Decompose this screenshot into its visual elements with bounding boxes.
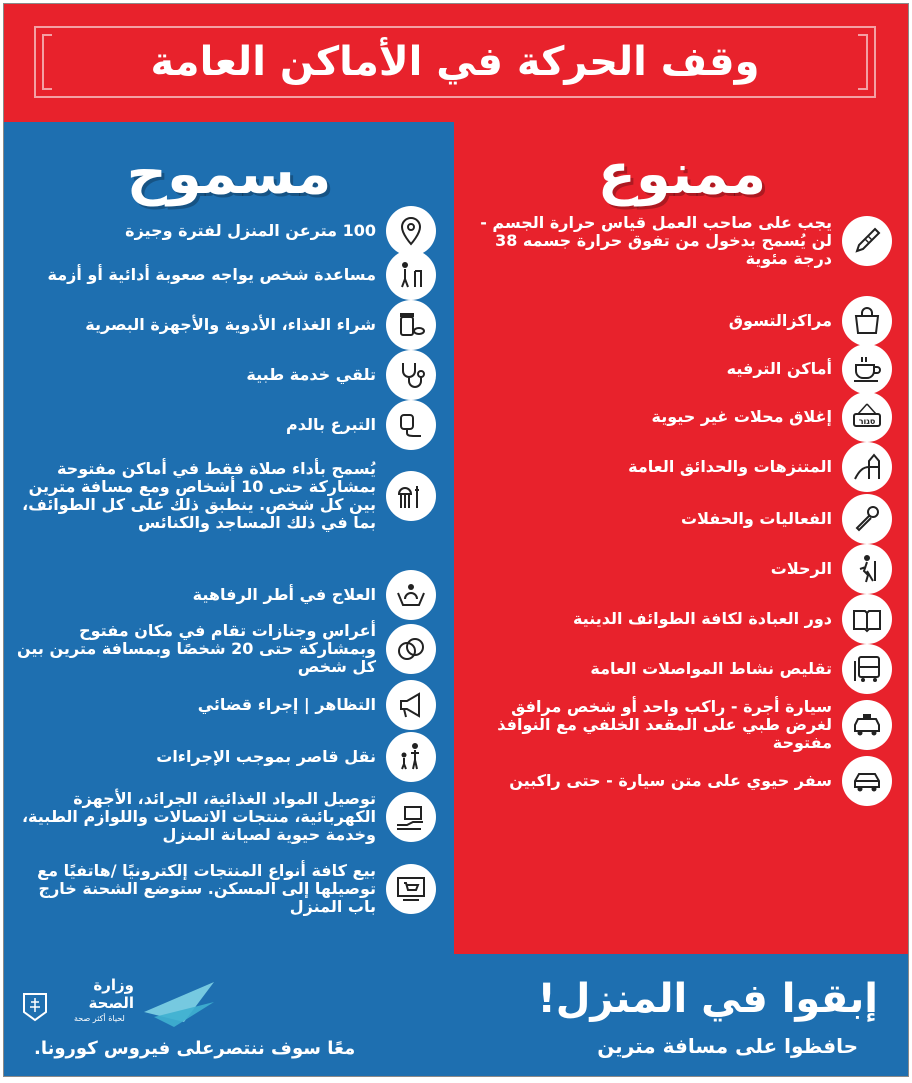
allowed-item-text: أعراس وجنازات تقام في مكان مفتوح وبمشاركة حتى 20 شخصًا وبمسافة مترين بين كل شخص — [16, 621, 376, 676]
banned-item-text: يجب على صاحب العمل قياس حرارة الجسم - لن يُسمح بدخول من تفوق حرارة جسمه 38 درجة مئوية — [480, 213, 832, 268]
banned-item — [470, 594, 892, 644]
medicine-icon — [386, 300, 436, 350]
allowed-item — [16, 300, 436, 350]
banned-item-text: تقليص نشاط المواصلات العامة — [590, 659, 832, 678]
allowed-item — [16, 680, 436, 730]
svg-text:סגור: סגור — [858, 417, 876, 426]
allowed-item-text: شراء الغذاء، الأدوية والأجهزة البصرية — [85, 315, 376, 334]
allowed-item-text: توصيل المواد الغذائية، الجرائد، الأجهزة الكهربائية، منتجات الاتصالات واللوازم الطبية، وخدمة حيوية لصيانة المنزل — [21, 789, 376, 844]
stay-home-slogan: إبقوا في المنزل! — [537, 976, 878, 1022]
allowed-item — [16, 622, 436, 676]
shopping-bag-icon — [842, 296, 892, 346]
title-frame — [34, 26, 876, 98]
banned-heading: ممنوع — [597, 142, 767, 207]
banned-item — [470, 494, 892, 544]
child-adult-icon — [386, 732, 436, 782]
map-pin-icon — [386, 206, 436, 256]
coffee-cup-icon — [842, 344, 892, 394]
banned-item — [470, 344, 892, 394]
banned-item-text: الرحلات — [770, 559, 832, 578]
banned-item-text: دور العبادة لكافة الطوائف الدينية — [572, 609, 832, 628]
allowed-column — [4, 122, 454, 954]
banned-item — [470, 698, 892, 752]
banned-item — [470, 392, 892, 442]
megaphone-icon — [386, 680, 436, 730]
banned-item-text: مراكزالتسوق — [728, 311, 832, 330]
banned-item — [470, 296, 892, 346]
walker-assist-icon — [386, 250, 436, 300]
closed-sign-icon — [842, 392, 892, 442]
microphone-icon — [842, 494, 892, 544]
allowed-item-text: مساعدة شخص يواجه صعوبة أدائية أو أزمة — [47, 265, 376, 284]
blood-bag-icon — [386, 400, 436, 450]
allowed-item — [16, 206, 436, 256]
stethoscope-icon — [386, 350, 436, 400]
ministry-name: وزارة الصحة — [88, 976, 134, 1012]
delivery-box-icon — [386, 792, 436, 842]
thermometer-icon — [842, 216, 892, 266]
allowed-item — [16, 790, 436, 844]
title-bar — [4, 4, 908, 122]
banned-item — [470, 214, 892, 268]
banned-item — [470, 644, 892, 694]
allowed-item — [16, 862, 436, 916]
together-slogan: معًا سوف ننتصرعلى فيروس كورونا. — [34, 1038, 356, 1059]
rings-icon — [386, 624, 436, 674]
car-icon — [842, 756, 892, 806]
banned-item-text: سفر حيوي على متن سيارة - حتى راكبين — [509, 771, 832, 790]
banned-item-text: المتنزهات والحدائق العامة — [628, 457, 832, 476]
allowed-item-text: تلقي خدمة طبية — [246, 365, 376, 384]
banned-item — [470, 756, 892, 806]
banned-item-text: إغلاق محلات غير حيوية — [651, 407, 832, 426]
allowed-item-text: بيع كافة أنواع المنتجات إلكترونيًا /هاتفيًا مع توصيلها إلى المسكن. ستوضع الشحنة خارج باب المنزل — [37, 861, 376, 916]
banned-item — [470, 442, 892, 492]
allowed-item — [16, 250, 436, 300]
taxi-icon — [842, 700, 892, 750]
state-emblem-icon — [22, 992, 48, 1022]
allowed-item — [16, 350, 436, 400]
allowed-item — [16, 400, 436, 450]
book-icon — [842, 594, 892, 644]
banned-item-text: الفعاليات والحفلات — [681, 509, 832, 528]
banned-item-text: سيارة أجرة - راكب واحد أو شخص مرافق لغرض طبي على المقعد الخلفي مع النوافذ مفتوحة — [497, 697, 832, 752]
footer — [4, 954, 908, 1077]
poster — [3, 3, 909, 1077]
playground-icon — [842, 442, 892, 492]
ministry-tagline: لحياة أكثر صحة — [74, 1014, 125, 1023]
allowed-item-text: التبرع بالدم — [286, 415, 376, 434]
shopping-cart-icon — [386, 864, 436, 914]
page-title: وقف الحركة في الأماكن العامة — [150, 39, 760, 85]
allowed-item — [16, 570, 436, 620]
banned-column — [454, 122, 909, 954]
banned-item-text: أماكن الترفيه — [726, 359, 832, 378]
allowed-item-text: يُسمح بأداء صلاة فقط في أماكن مفتوحة بمشاركة حتى 10 أشخاص ومع مسافة مترين بين كل شخص. ينطبق ذلك على كل الطوائف، بما في ذلك المساجد والكنائس — [22, 459, 376, 532]
hiker-icon — [842, 544, 892, 594]
allowed-item-text: 100 مترعن المنزل لفترة وجيزة — [125, 221, 376, 240]
keep-distance-text: حافظوا على مسافة مترين — [597, 1034, 858, 1058]
prayer-icon — [386, 471, 436, 521]
welfare-hands-icon — [386, 570, 436, 620]
allowed-item-text: العلاج في أطر الرفاهية — [192, 585, 376, 604]
banned-item — [470, 544, 892, 594]
bus-icon — [842, 644, 892, 694]
allowed-item-text: نقل قاصر بموجب الإجراءات — [156, 747, 376, 766]
allowed-item-text: التظاهر | إجراء قضائي — [197, 695, 376, 714]
allowed-item — [16, 460, 436, 532]
allowed-heading: مسموح — [126, 142, 332, 207]
allowed-item — [16, 732, 436, 782]
